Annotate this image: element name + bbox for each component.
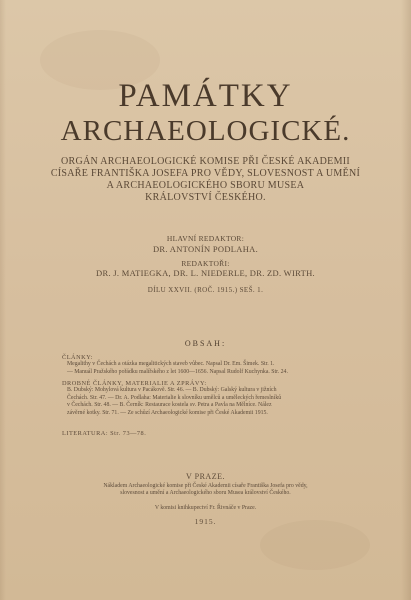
minor-articles-line: B. Dubský: Mohylová kultura v Pacákově. Str. 46. — B. Dubský: Galský kultura v jižních [67,387,277,394]
articles-section [62,354,362,376]
minor-articles-line: Čechách. Str. 47. — Dr. A. Podlaha: Materialie k slovníku umělců a uměleckých řemeslníků [67,394,282,401]
organ-line: KRÁLOVSTVÍ ČESKÉHO. [145,192,266,203]
organ-line: CÍSAŘE FRANTIŠKA JOSEFA PRO VĚDY, SLOVESNOST A UMĚNÍ [50,168,361,179]
volume-info: DÍLU XXVII. (ROČ. 1915.) SEŠ. 1. [147,286,264,294]
publication-place: V PRAZE. [186,472,225,481]
literature-section [62,430,362,437]
minor-articles-section [62,380,362,417]
commission-note: V komisi knihkupectví Fr. Řivnáče v Praze. [154,505,257,511]
organ-line: ORGÁN ARCHAEOLOGICKÉ KOMISE PŘI ČESKÉ AKADEMII [60,156,351,167]
contents-title: OBSAH: [184,339,227,348]
articles-heading: ČLÁNKY: [62,354,93,361]
chief-editor-label: HLAVNÍ REDAKTOR: [166,234,245,243]
minor-articles-line: v Čechách. Str. 48. — B. Černík: Restaurace kostela sv. Petra a Pavla na Mělníce. Nález [67,402,272,409]
minor-articles-heading: DROBNÉ ČLÁNKY, MATERIALIE A ZPRÁVY: [62,380,207,387]
organ-line: A ARCHAEOLOGICKÉHO SBORU MUSEA [106,180,305,191]
chief-editor-name: DR. ANTONÍN PODLAHA. [152,244,258,254]
paper-stain [260,520,370,570]
publisher-line: slovesnost a umění a Archaeologického sboru Musea království Českého. [120,490,291,497]
minor-articles-line: závěrné kotky. Str. 71. — Ze schůzí Archaeologické komise při České Akademii 1915. [67,409,268,416]
articles-line: Megalithy v Čechách a otázka megalitických staveb vůbec. Napsal Dr. Em. Šimek. Str. 1. [67,361,275,368]
editors-names: DR. J. MATIEGKA, DR. L. NIEDERLE, DR. ZD. WIRTH. [96,268,315,278]
articles-line: — Manuál Pražského pořádku malířského z let 1600—1656. Napsal Rudolf Kuchynka. Str. 24. [67,368,288,375]
literature-line: LITERATURA: Str. 73—78. [62,430,147,437]
publisher-statement [0,483,411,498]
journal-title-line2: ARCHAEOLOGICKÉ. [60,115,351,147]
organ-statement [0,156,411,204]
publication-year: 1915. [194,517,217,526]
publisher-line: Nákladem Archaeologické komise při České Akademii císaře Františka Josefa pro vědy, [103,483,308,489]
editors-label: REDAKTOŘI: [181,259,230,268]
journal-title-line1: PAMÁTKY [118,78,293,114]
